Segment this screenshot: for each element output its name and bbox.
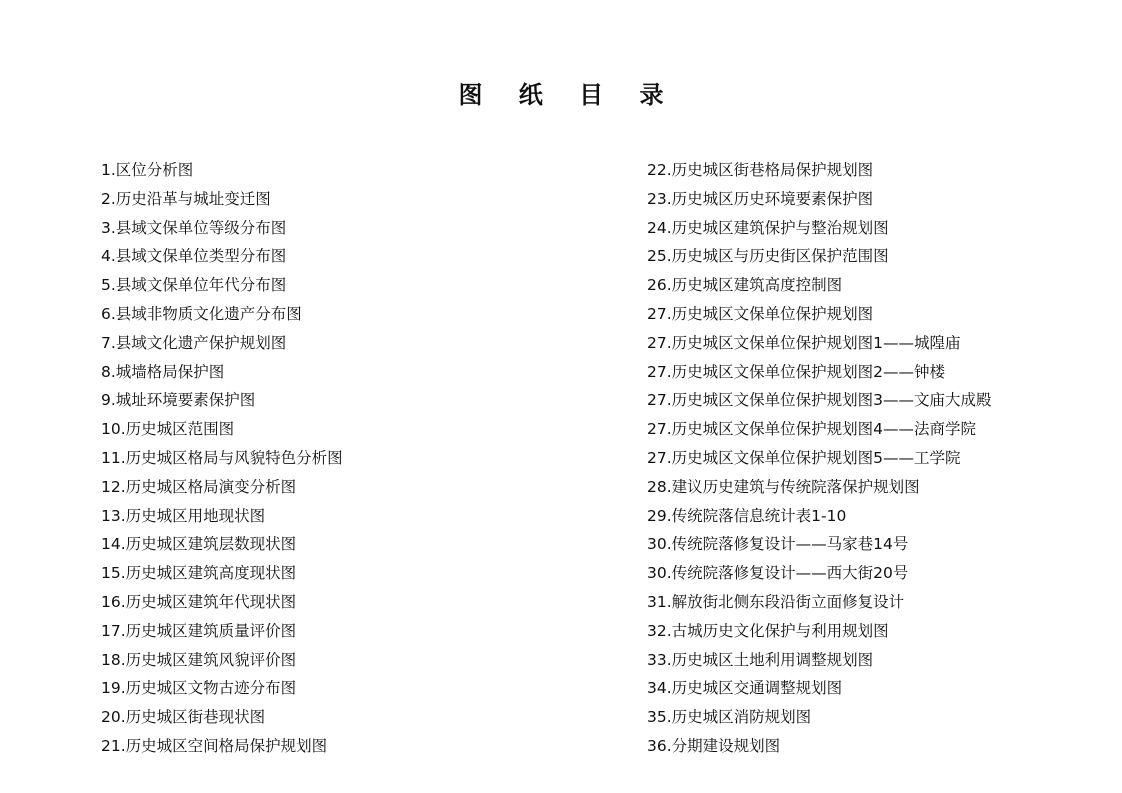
drawing-list-item: 35.历史城区消防规划图	[647, 708, 812, 727]
drawing-list-item: 2.历史沿革与城址变迁图	[101, 189, 271, 208]
drawing-list-item: 26.历史城区建筑高度控制图	[647, 276, 843, 295]
drawing-list-item: 36.分期建设规划图	[647, 736, 781, 755]
right-column-list	[647, 156, 1107, 761]
drawing-list-item: 1.区位分析图	[101, 161, 194, 179]
drawing-list-item: 10.历史城区范围图	[101, 420, 235, 439]
page-title: 图 纸 目 录	[458, 81, 678, 109]
drawing-list-item: 13.历史城区用地现状图	[101, 506, 266, 525]
drawing-list-item: 34.历史城区交通调整规划图	[647, 679, 843, 698]
drawing-list-item: 6.县域非物质文化遗产分布图	[101, 304, 302, 323]
drawing-list-item: 27.历史城区文保单位保护规划图	[647, 304, 874, 323]
drawing-list-item: 29.传统院落信息统计表1-10	[647, 506, 847, 525]
drawing-list-item: 27.历史城区文保单位保护规划图1——城隍庙	[647, 333, 961, 352]
drawing-list-item: 5.县域文保单位年代分布图	[101, 276, 287, 295]
drawing-list-item: 12.历史城区格局演变分析图	[101, 477, 297, 496]
drawing-list-item: 27.历史城区文保单位保护规划图5——工学院	[647, 448, 961, 467]
drawing-list-item: 15.历史城区建筑高度现状图	[101, 564, 297, 583]
left-column-list	[101, 156, 601, 761]
drawing-list-item: 7.县域文化遗产保护规划图	[101, 333, 287, 352]
drawing-list-item: 30.传统院落修复设计——西大街20号	[647, 564, 909, 583]
drawing-list-item: 23.历史城区历史环境要素保护图	[647, 189, 874, 208]
drawing-list-item: 25.历史城区与历史街区保护范围图	[647, 247, 889, 266]
drawing-list-item: 11.历史城区格局与风貌特色分析图	[101, 448, 343, 467]
drawing-list-item: 19.历史城区文物古迹分布图	[101, 679, 297, 698]
drawing-list-item: 33.历史城区土地利用调整规划图	[647, 650, 874, 669]
drawing-list-item: 9.城址环境要素保护图	[101, 391, 256, 410]
drawing-list-item: 3.县域文保单位等级分布图	[101, 218, 287, 237]
drawing-list-item: 30.传统院落修复设计——马家巷14号	[647, 535, 909, 554]
drawing-list-item: 4.县域文保单位类型分布图	[101, 247, 287, 266]
drawing-list-item: 8.城墙格局保护图	[101, 362, 225, 381]
drawing-list-item: 18.历史城区建筑风貌评价图	[101, 650, 297, 669]
drawing-list-item: 27.历史城区文保单位保护规划图2——钟楼	[647, 362, 946, 381]
drawing-list-item: 20.历史城区街巷现状图	[101, 708, 266, 727]
drawing-list-item: 28.建议历史建筑与传统院落保护规划图	[647, 477, 920, 496]
drawing-list-item: 17.历史城区建筑质量评价图	[101, 621, 297, 640]
drawing-list-item: 14.历史城区建筑层数现状图	[101, 535, 297, 554]
drawing-list-item: 16.历史城区建筑年代现状图	[101, 592, 297, 611]
drawing-list-item: 27.历史城区文保单位保护规划图4——法商学院	[647, 420, 977, 439]
drawing-list-item: 24.历史城区建筑保护与整治规划图	[647, 218, 889, 237]
drawing-list-item: 22.历史城区街巷格局保护规划图	[647, 161, 874, 179]
drawing-list-item: 31.解放街北侧东段沿街立面修复设计	[647, 592, 905, 611]
drawing-list-item: 32.古城历史文化保护与利用规划图	[647, 621, 889, 640]
drawing-list-item: 27.历史城区文保单位保护规划图3——文庙大成殿	[647, 391, 992, 410]
drawing-list-item: 21.历史城区空间格局保护规划图	[101, 736, 328, 755]
